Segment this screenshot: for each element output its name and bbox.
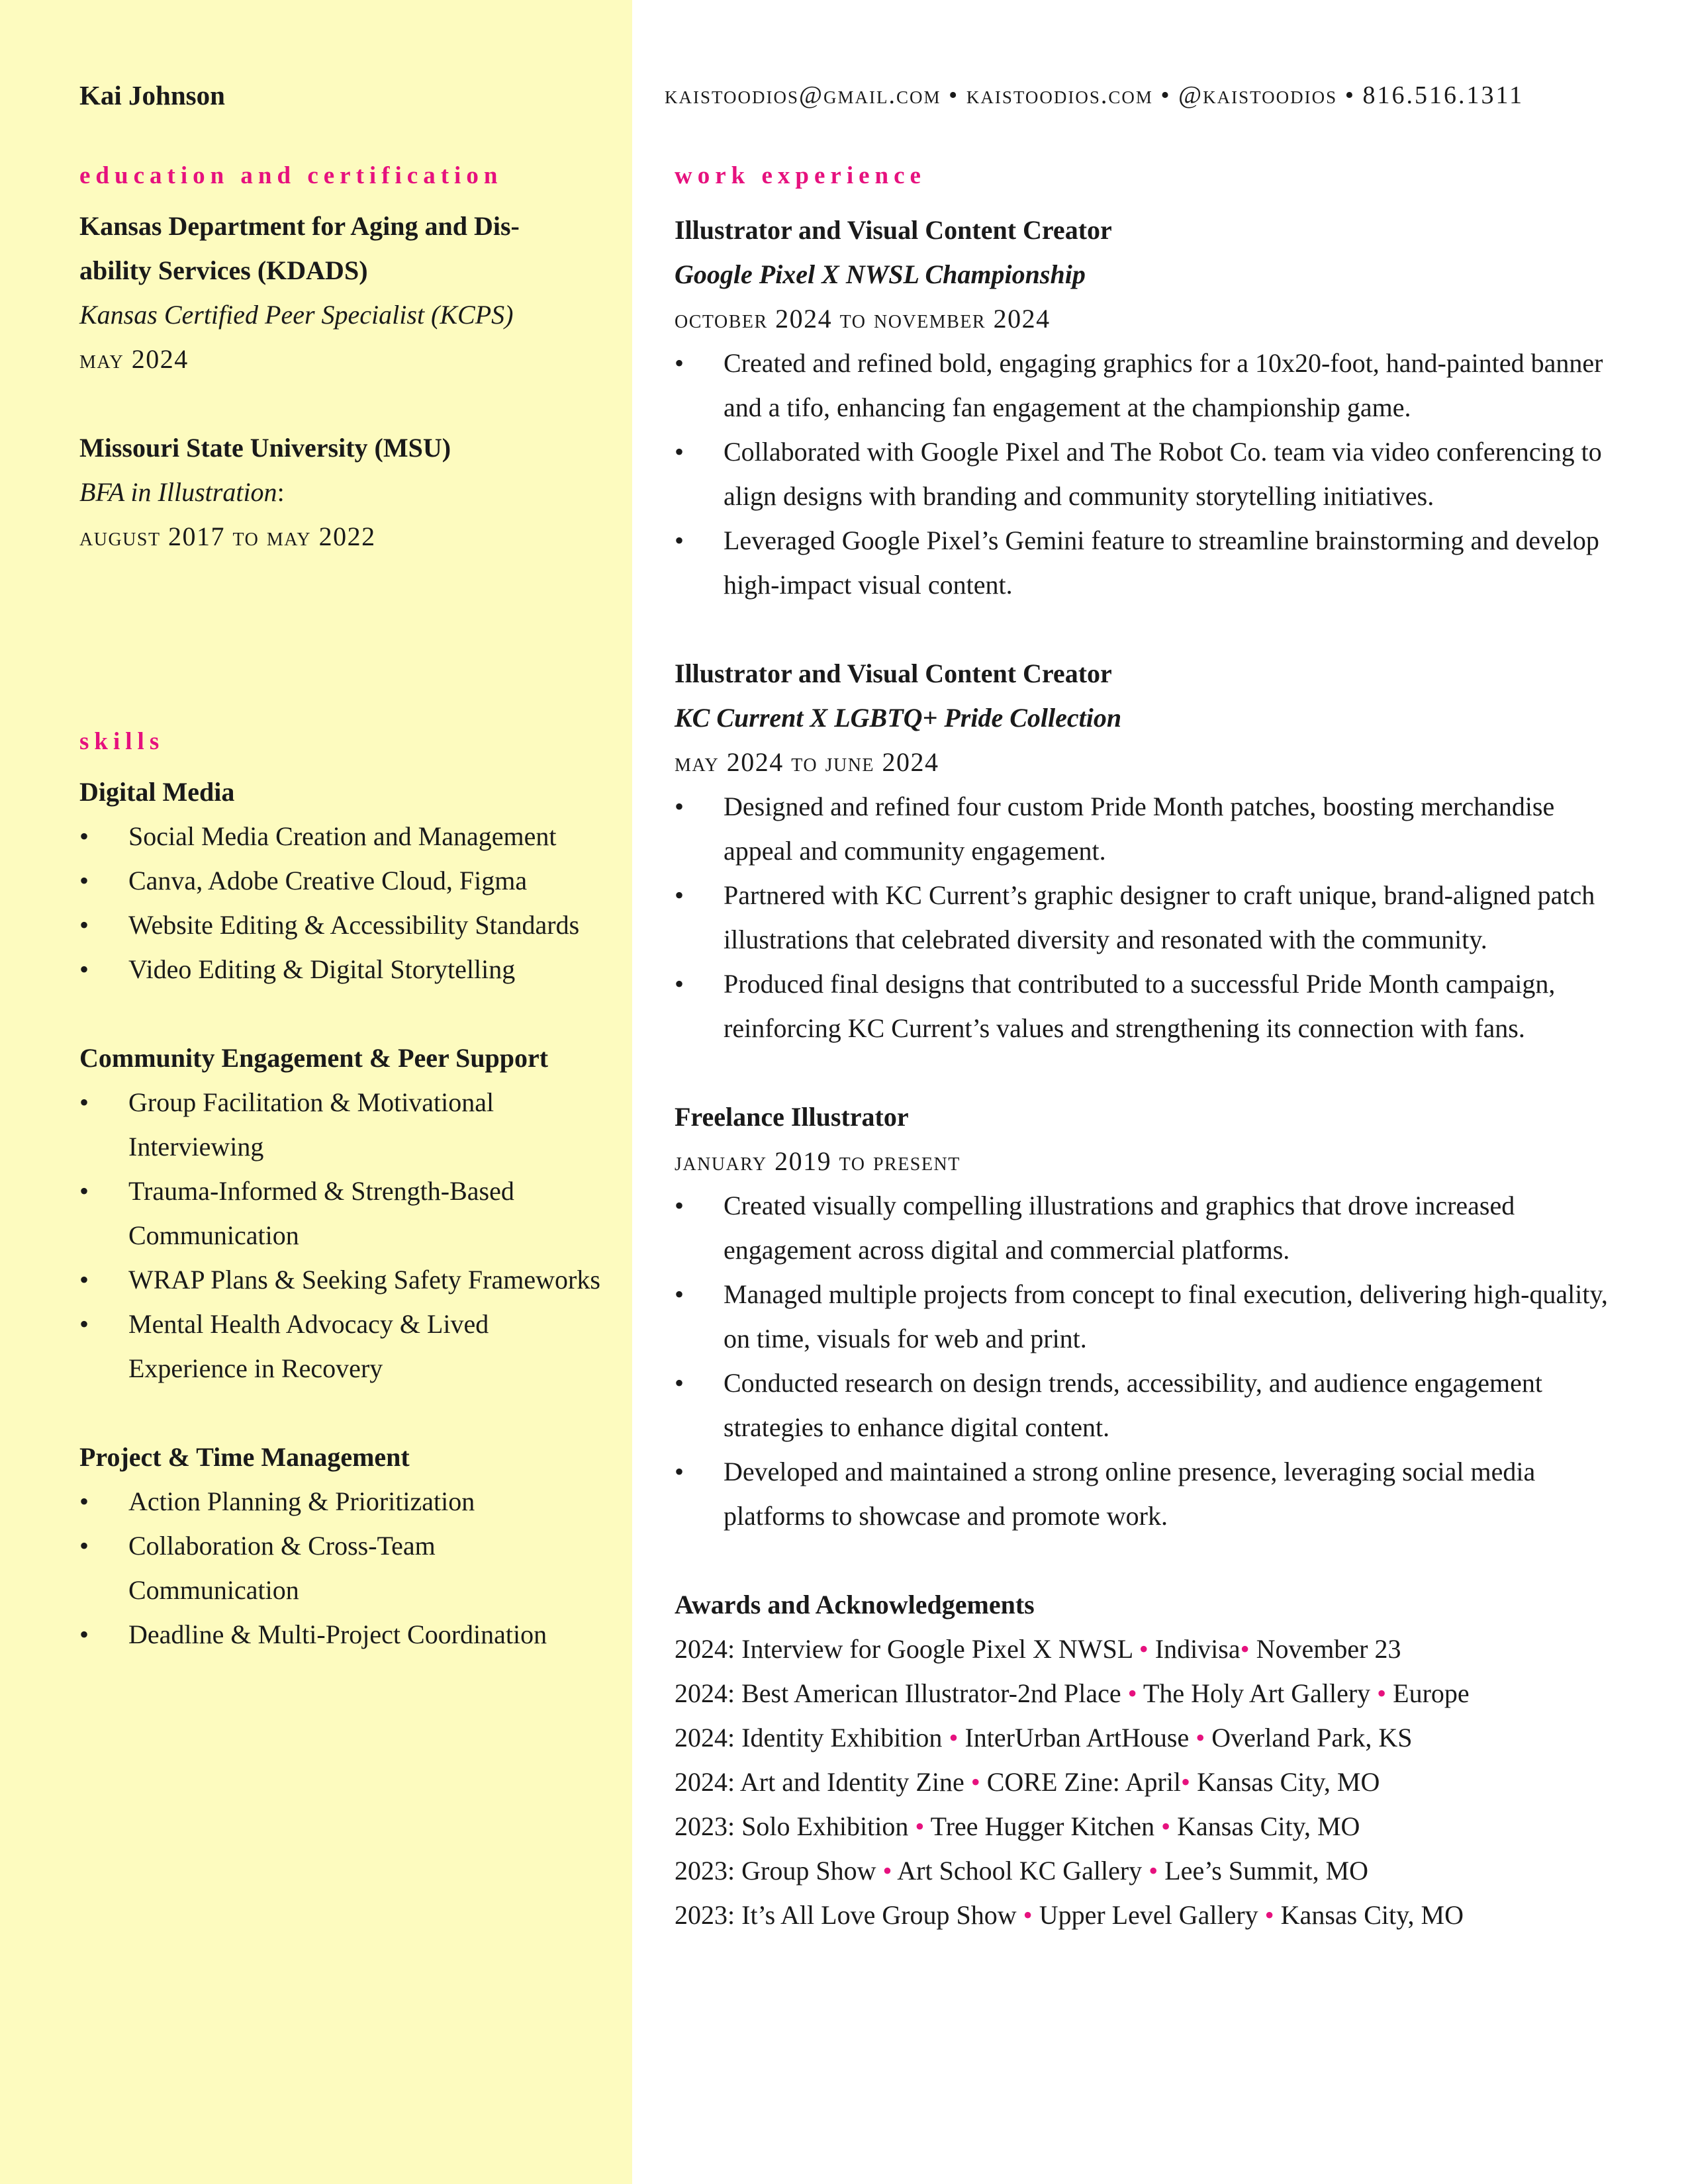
education-date: may 2024 xyxy=(79,344,189,374)
award-event: Identity Exhibition xyxy=(741,1723,943,1752)
job-title: Illustrator and Visual Content Creator xyxy=(675,215,1112,245)
award-year: 2024 xyxy=(675,1678,727,1708)
skill-item: • WRAP Plans & Seeking Safety Frameworks xyxy=(79,1257,536,1302)
separator: • xyxy=(949,81,959,109)
job-date: may 2024 to june 2024 xyxy=(675,747,939,777)
skill-group-title: Project & Time Management xyxy=(79,1442,410,1472)
skill-item: • Canva, Adobe Creative Cloud, Figma xyxy=(79,858,609,903)
awards-section xyxy=(675,1582,1608,1937)
award-year: 2023 xyxy=(675,1856,727,1886)
award-year: 2024 xyxy=(675,1723,727,1752)
education-entry xyxy=(79,204,622,381)
skill-item: • Social Media Creation and Management xyxy=(79,814,609,858)
contact-line xyxy=(665,81,1524,110)
credential: Kansas Certified Peer Specialist (KCPS) xyxy=(79,300,514,330)
phone-number: 816.516.1311 xyxy=(1362,81,1524,109)
job-date: january 2019 to present xyxy=(675,1146,961,1176)
award-item: 2024: Interview for Google Pixel X NWSL • Indivisa• November 23 xyxy=(675,1634,1401,1664)
skill-item: • Group Facilitation & Motivational Interviewing xyxy=(79,1080,536,1169)
award-event: Solo Exhibition xyxy=(741,1811,909,1841)
education-section xyxy=(79,204,622,559)
job-bullet: • Developed and maintained a strong online presence, leveraging social media platforms to showcase and promote work. xyxy=(675,1449,1608,1538)
award-venue: Indivisa xyxy=(1154,1634,1241,1664)
job-bullet: • Produced final designs that contributed to a successful Pride Month campaign, reinforcing KC Current’s values and strengthening its connection with fans. xyxy=(675,962,1608,1050)
award-item: 2023: Solo Exhibition • Tree Hugger Kitchen • Kansas City, MO xyxy=(675,1811,1360,1841)
separator: • xyxy=(1344,81,1355,109)
skill-item: • Mental Health Advocacy & Lived Experience in Recovery xyxy=(79,1302,536,1390)
job-bullet: • Partnered with KC Current’s graphic designer to craft unique, brand-aligned patch illustrations that celebrated diversity and resonated with the community. xyxy=(675,873,1608,962)
award-separator: • xyxy=(1264,1900,1274,1930)
credential-suffix: : xyxy=(277,477,285,507)
job-project: Google Pixel X NWSL Championship xyxy=(675,259,1086,289)
skill-item: • Video Editing & Digital Storytelling xyxy=(79,947,609,991)
skill-group xyxy=(79,770,609,991)
job-entry xyxy=(675,1095,1608,1538)
award-item: 2024: Identity Exhibition • InterUrban ArtHouse • Overland Park, KS xyxy=(675,1723,1413,1752)
job-bullet: • Managed multiple projects from concept to final execution, delivering high-quality, on time, visuals for web and print. xyxy=(675,1272,1608,1361)
job-bullet: • Created visually compelling illustrations and graphics that drove increased engagement across digital and commercial platforms. xyxy=(675,1183,1608,1272)
job-bullet: • Leveraged Google Pixel’s Gemini feature to streamline brainstorming and develop high-impact visual content. xyxy=(675,518,1608,607)
award-separator: • xyxy=(1196,1723,1205,1752)
award-separator: • xyxy=(1139,1634,1149,1664)
award-event: Art and Identity Zine xyxy=(739,1767,964,1797)
institution-name: Kansas Department for Aging and Dis- xyxy=(79,211,520,241)
credential-line xyxy=(79,470,622,514)
work-heading: work experience xyxy=(675,162,926,189)
job-project: KC Current X LGBTQ+ Pride Collection xyxy=(675,703,1122,733)
job-title: Illustrator and Visual Content Creator xyxy=(675,659,1112,688)
award-separator: • xyxy=(915,1811,925,1841)
credential: BFA in Illustration xyxy=(79,477,277,507)
job-entry xyxy=(675,208,1608,607)
award-venue: Tree Hugger Kitchen xyxy=(930,1811,1155,1841)
skill-group-title: Digital Media xyxy=(79,777,235,807)
skill-item: • Deadline & Multi-Project Coordination xyxy=(79,1612,536,1657)
award-year: 2023 xyxy=(675,1900,727,1930)
award-year: 2024 xyxy=(675,1767,727,1797)
skill-item: • Action Planning & Prioritization xyxy=(79,1479,536,1524)
award-item: 2024: Art and Identity Zine • CORE Zine: April• Kansas City, MO xyxy=(675,1767,1380,1797)
skills-section xyxy=(79,770,609,1657)
award-venue: Art School KC Gallery xyxy=(897,1856,1143,1886)
job-bullet: • Collaborated with Google Pixel and The Robot Co. team via video conferencing to align designs with branding and community storytelling initiatives. xyxy=(675,430,1608,518)
award-event: Group Show xyxy=(741,1856,876,1886)
skill-group xyxy=(79,1435,609,1657)
award-event: Best American Illustrator-2nd Place xyxy=(741,1678,1121,1708)
website-link[interactable]: kaistoodios.com xyxy=(966,81,1153,109)
award-separator: • xyxy=(882,1856,892,1886)
job-title: Freelance Illustrator xyxy=(675,1102,909,1132)
award-place: Kansas City, MO xyxy=(1197,1767,1380,1797)
award-place: Europe xyxy=(1393,1678,1470,1708)
award-separator: • xyxy=(1181,1767,1191,1797)
work-section xyxy=(675,208,1608,1937)
skill-item: • Trauma-Informed & Strength-Based Communication xyxy=(79,1169,536,1257)
education-date: august 2017 to may 2022 xyxy=(79,522,376,551)
award-venue: CORE Zine: April xyxy=(986,1767,1182,1797)
institution-name-cont: ability Services (KDADS) xyxy=(79,255,368,285)
separator: • xyxy=(1160,81,1171,109)
skill-group xyxy=(79,1036,609,1390)
education-entry xyxy=(79,426,622,559)
institution-name: Missouri State University (MSU) xyxy=(79,433,451,463)
award-event: It’s All Love Group Show xyxy=(741,1900,1017,1930)
skills-heading: skills xyxy=(79,728,165,755)
award-item: 2023: Group Show • Art School KC Gallery • Lee’s Summit, MO xyxy=(675,1856,1369,1886)
award-item: 2023: It’s All Love Group Show • Upper Level Gallery • Kansas City, MO xyxy=(675,1900,1464,1930)
award-place: Overland Park, KS xyxy=(1211,1723,1413,1752)
award-place: Kansas City, MO xyxy=(1280,1900,1464,1930)
award-year: 2023 xyxy=(675,1811,727,1841)
award-item: 2024: Best American Illustrator-2nd Place • The Holy Art Gallery • Europe xyxy=(675,1678,1470,1708)
award-separator: • xyxy=(1240,1634,1250,1664)
job-date: october 2024 to november 2024 xyxy=(675,304,1051,334)
skill-item: • Website Editing & Accessibility Standards xyxy=(79,903,609,947)
award-separator: • xyxy=(1127,1678,1137,1708)
award-year: 2024 xyxy=(675,1634,727,1664)
job-entry xyxy=(675,651,1608,1050)
education-heading: education and certification xyxy=(79,162,503,189)
award-separator: • xyxy=(1161,1811,1171,1841)
skill-item: • Collaboration & Cross-Team Communication xyxy=(79,1524,536,1612)
award-venue: The Holy Art Gallery xyxy=(1143,1678,1371,1708)
award-separator: • xyxy=(970,1767,980,1797)
job-bullet: • Designed and refined four custom Pride Month patches, boosting merchandise appeal and community engagement. xyxy=(675,784,1608,873)
candidate-name: Kai Johnson xyxy=(79,80,225,111)
award-event: Interview for Google Pixel X NWSL xyxy=(741,1634,1133,1664)
award-venue: InterUrban ArtHouse xyxy=(964,1723,1190,1752)
skill-group-title: Community Engagement & Peer Support xyxy=(79,1043,549,1073)
award-separator: • xyxy=(1149,1856,1158,1886)
award-place: Kansas City, MO xyxy=(1177,1811,1360,1841)
award-list xyxy=(675,1627,1608,1937)
award-place: November 23 xyxy=(1256,1634,1401,1664)
award-place: Lee’s Summit, MO xyxy=(1164,1856,1369,1886)
awards-heading: Awards and Acknowledgements xyxy=(675,1590,1035,1619)
award-separator: • xyxy=(949,1723,959,1752)
job-bullet: • Created and refined bold, engaging graphics for a 10x20-foot, hand-painted banner and a tifo, enhancing fan engagement at the championship game. xyxy=(675,341,1608,430)
email-link[interactable]: kaistoodios@gmail.com xyxy=(665,81,941,109)
award-separator: • xyxy=(1023,1900,1033,1930)
award-venue: Upper Level Gallery xyxy=(1039,1900,1258,1930)
job-bullet: • Conducted research on design trends, accessibility, and audience engagement strategies to enhance digital content. xyxy=(675,1361,1608,1449)
social-handle[interactable]: @kaistoodios xyxy=(1178,81,1338,109)
award-separator: • xyxy=(1377,1678,1387,1708)
